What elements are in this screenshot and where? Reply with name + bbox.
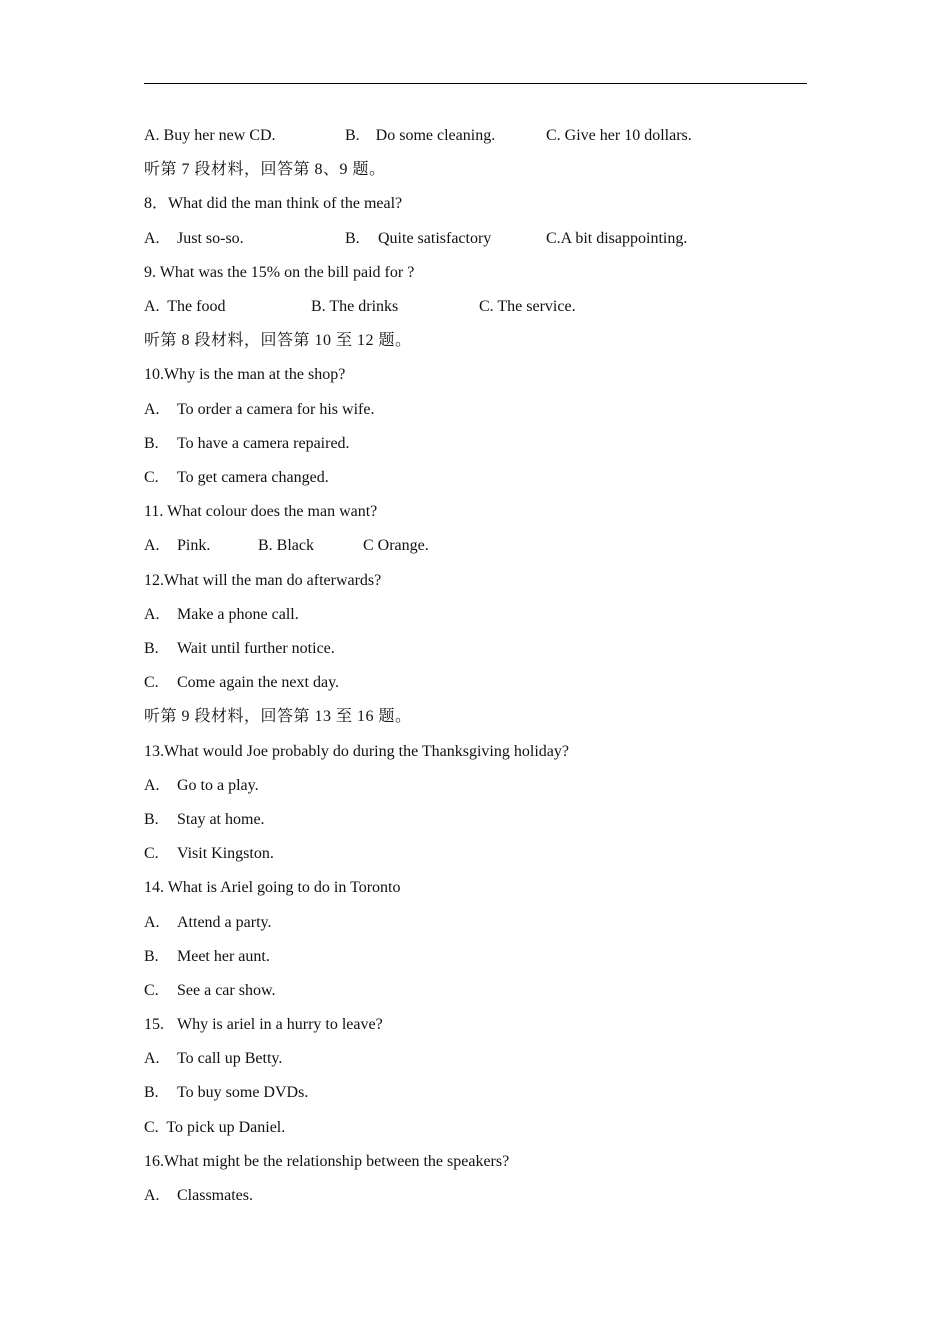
q16-option-a — [144, 1186, 253, 1206]
header-rule — [144, 83, 807, 84]
option-text: To order a camera for his wife. — [177, 401, 375, 418]
option-text: Attend a party. — [177, 914, 272, 931]
q14-question: 14. What is Ariel going to do in Toronto — [144, 879, 401, 896]
q11-option-c: C Orange. — [363, 537, 429, 554]
option-label: B. — [144, 640, 159, 657]
q9-question: 9. What was the 15% on the bill paid for ? — [144, 264, 415, 281]
q7-option-b: B. Do some cleaning. — [345, 127, 496, 144]
q11-question: 11. What colour does the man want? — [144, 503, 378, 520]
q11-option-a-label: A. — [144, 537, 160, 554]
q10-option-a — [144, 400, 374, 420]
option-text: Visit Kingston. — [177, 845, 274, 862]
option-text: Come again the next day. — [177, 674, 340, 691]
option-label: C. — [144, 469, 159, 486]
option-text: To have a camera repaired. — [177, 435, 350, 452]
option-text: Classmates. — [177, 1187, 253, 1204]
q15-option-c: C. To pick up Daniel. — [144, 1119, 286, 1136]
section-7-heading: 听第 7 段材料，回答第 8、9 题。 — [144, 161, 386, 178]
q9-option-b: B. The drinks — [311, 298, 399, 315]
q12-question: 12.What will the man do afterwards? — [144, 572, 382, 589]
option-label: A. — [144, 777, 160, 794]
q14-option-c — [144, 981, 275, 1001]
option-text: To get camera changed. — [177, 469, 329, 486]
q8-option-a-label: A. — [144, 230, 160, 247]
option-label: C. — [144, 845, 159, 862]
q14-option-a — [144, 913, 271, 933]
option-label: C. — [144, 674, 159, 691]
q13-option-c — [144, 844, 274, 864]
option-text: See a car show. — [177, 982, 276, 999]
option-label: A. — [144, 1050, 160, 1067]
option-label: A. — [144, 1187, 160, 1204]
q7-option-a: A. Buy her new CD. — [144, 127, 276, 144]
option-text: Stay at home. — [177, 811, 265, 828]
q16-question: 16.What might be the relationship between the speakers? — [144, 1153, 510, 1170]
q8-option-b: Quite satisfactory — [378, 230, 492, 247]
option-label: B. — [144, 1084, 159, 1101]
q12-option-b — [144, 639, 335, 659]
q15-option-b — [144, 1083, 308, 1103]
q12-option-c — [144, 673, 339, 693]
q10-option-b — [144, 434, 350, 454]
option-label: C. — [144, 982, 159, 999]
option-label: A. — [144, 914, 160, 931]
q11-option-b: B. Black — [258, 537, 314, 554]
option-label: B. — [144, 435, 159, 452]
q11-option-a: Pink. — [177, 537, 211, 554]
q8-option-b-label: B. — [345, 230, 360, 247]
option-label: B. — [144, 811, 159, 828]
q9-option-c: C. The service. — [479, 298, 576, 315]
option-text: To call up Betty. — [177, 1050, 283, 1067]
option-label: B. — [144, 948, 159, 965]
q7-option-c: C. Give her 10 dollars. — [546, 127, 692, 144]
option-label: A. — [144, 401, 160, 418]
q9-option-a: A. The food — [144, 298, 226, 315]
q13-question: 13.What would Joe probably do during the Thanksgiving holiday? — [144, 743, 569, 760]
q10-question: 10.Why is the man at the shop? — [144, 366, 346, 383]
option-text: Meet her aunt. — [177, 948, 270, 965]
question-number: 15. — [144, 1016, 164, 1033]
question-text: Why is ariel in a hurry to leave? — [177, 1016, 383, 1033]
section-8-heading: 听第 8 段材料，回答第 10 至 12 题。 — [144, 332, 412, 349]
q14-option-b — [144, 947, 270, 967]
option-text: Go to a play. — [177, 777, 259, 794]
q12-option-a — [144, 605, 299, 625]
option-text: Wait until further notice. — [177, 640, 335, 657]
q13-option-b — [144, 810, 265, 830]
q8-option-a: Just so-so. — [177, 230, 244, 247]
q8-question: 8．What did the man think of the meal? — [144, 195, 403, 212]
q15-question — [144, 1015, 383, 1035]
option-label: A. — [144, 606, 160, 623]
q10-option-c — [144, 468, 329, 488]
q15-option-a — [144, 1049, 282, 1069]
option-text: Make a phone call. — [177, 606, 299, 623]
section-9-heading: 听第 9 段材料，回答第 13 至 16 题。 — [144, 708, 412, 725]
option-text: To buy some DVDs. — [177, 1084, 309, 1101]
q8-option-c: C.A bit disappointing. — [546, 230, 688, 247]
q13-option-a — [144, 776, 259, 796]
